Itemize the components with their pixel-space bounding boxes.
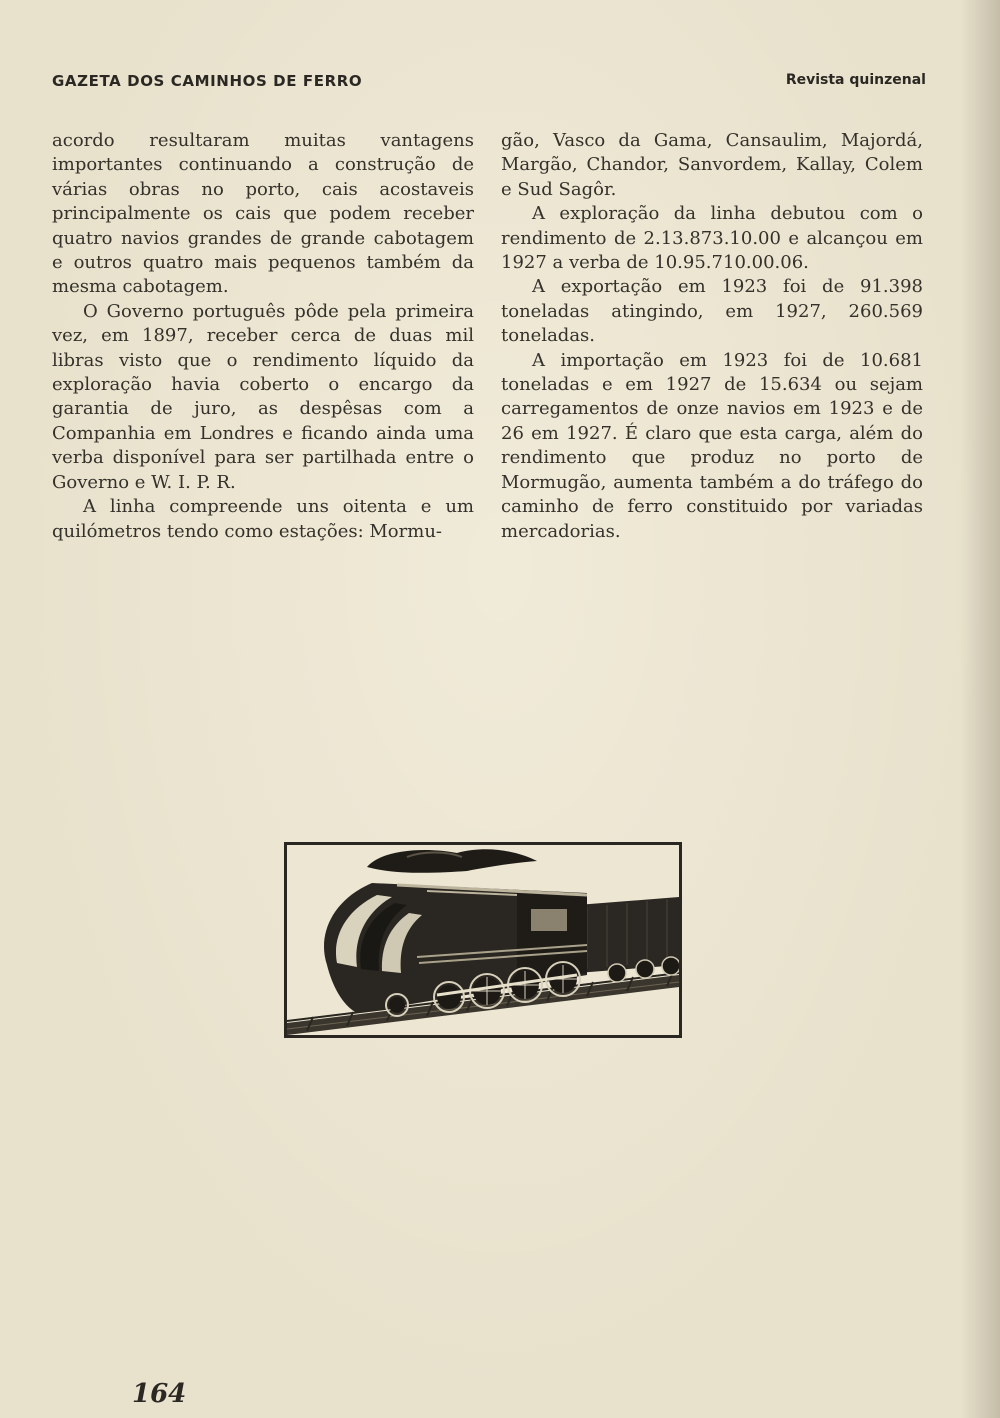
publication-subtitle: Revista quinzenal: [785, 72, 926, 88]
paragraph: acordo resultaram muitas vantagens importantes continuando a construção de várias obras no porto, cais acostaveis principalmente os cais que podem receber quatro navios grandes de grande cabotagem e outros quatro mais pequenos também da mesma cabotagem.: [52, 130, 474, 298]
paragraph: gão, Vasco da Gama, Cansaulim, Majordá, Margão, Chandor, Sanvordem, Kallay, Colem e Sud Sagôr.: [501, 130, 923, 200]
paragraph: A exploração da linha debutou com o rendimento de 2.13.873.10.00 e alcançou em 1927 a verba de 10.95.710.00.06.: [501, 203, 923, 274]
paragraph: A importação em 1923 foi de 10.681 toneladas e em 1927 de 15.634 ou sejam carregamentos de onze navios em 1923 e de 26 em 1927. É claro que esta carga, além do rendimento que produz no porto de Mormugão, aumenta também a do tráfego do caminho de ferro constituido por variadas mercadorias.: [501, 349, 923, 542]
locomotive-illustration: [284, 842, 682, 1038]
publication-title: GAZETA DOS CAMINHOS DE FERRO: [52, 72, 363, 90]
text-column-right: [501, 129, 923, 544]
text-column-left: [52, 129, 474, 544]
paragraph: A linha compreende uns oitenta e um quilómetros tendo como estações: Mormu-: [52, 496, 474, 542]
paragraph: A exportação em 1923 foi de 91.398 toneladas atingindo, em 1927, 260.569 toneladas.: [501, 276, 923, 347]
running-header: [52, 72, 926, 92]
paragraph: O Governo português pôde pela primeira vez, em 1897, receber cerca de duas mil libras visto que o rendimento líquido da exploração havia coberto o encargo da garantia de juro, as despêsas com a Companhia em Londres e ficando ainda uma verba disponível para ser partilhada entre o Governo e W. I. P. R.: [52, 300, 474, 493]
locomotive-icon: [287, 845, 679, 1035]
page-number: 164: [132, 1379, 187, 1409]
